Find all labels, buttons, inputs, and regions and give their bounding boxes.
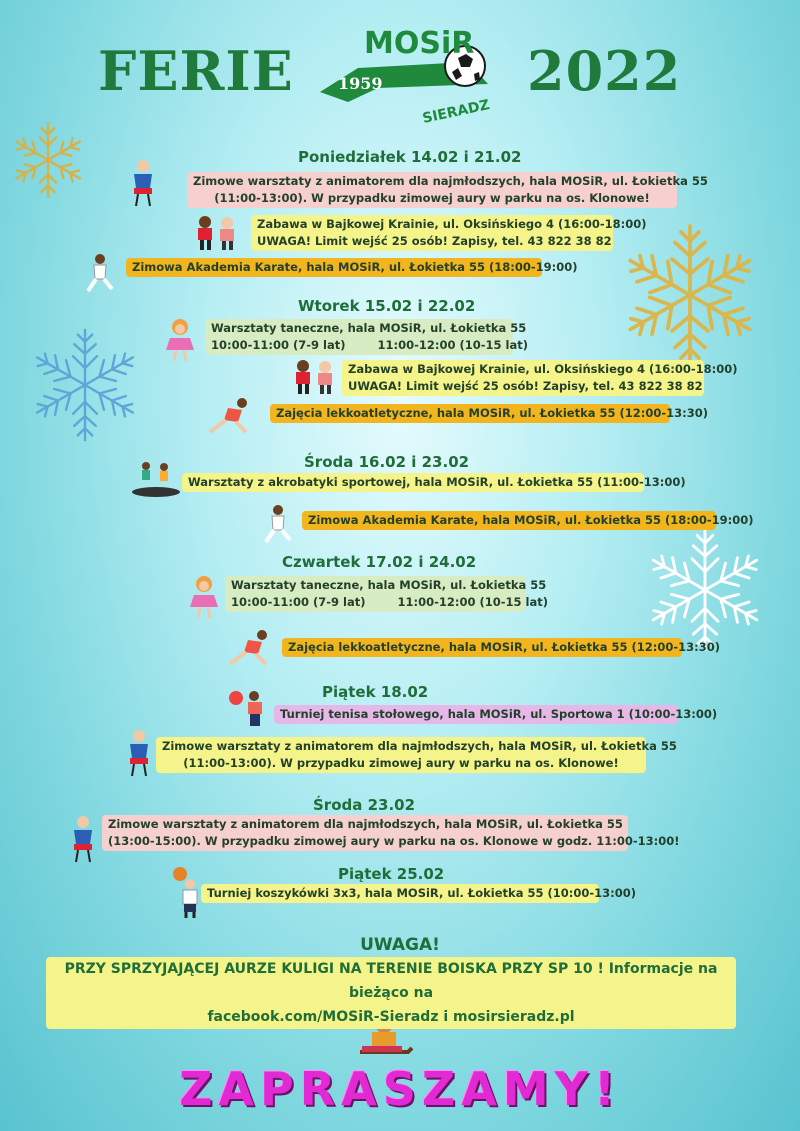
logo-year-text: 1959 [338,74,383,93]
kids-icon [192,214,242,252]
runner-icon [226,628,276,668]
gold-snowflake-icon [615,215,765,375]
event-line: Zimowe warsztaty z animatorem dla najmłodszych, hala MOSiR, ul. Łokietka 55 [193,174,708,188]
trampoline-icon [130,460,182,500]
event-tuesday-athletics [270,404,708,423]
event-line: Zajęcia lekkoatletyczne, hala MOSiR, ul. Łokietka 55 (12:00-13:30) [288,640,720,654]
event-wednesday-karate [302,511,754,530]
gold-snowflake-icon [22,570,152,710]
event-wednesday23-animator [102,815,680,851]
mosir-logo [318,22,498,132]
title-year: 2022 [527,39,682,103]
event-line: (11:00-13:00). W przypadku zimowej aury w parku na os. Klonowe! [183,756,619,770]
invite-text: ZAPRASZAMY! [179,1062,621,1116]
runner-icon [206,396,256,436]
event-line: UWAGA! Limit wejść 25 osób! Zapisy, tel. 43 822 38 82 [257,234,612,248]
notice-box [46,957,736,1029]
event-thursday-dance [225,576,548,612]
logo-city-text: SIERADZ [421,97,492,127]
notice-line: facebook.com/MOSiR-Sieradz i mosirsieradz.pl [207,1009,575,1025]
animator-girl-icon [68,814,98,864]
day-heading-tuesday: Wtorek 15.02 i 22.02 [298,297,476,315]
event-line: 10:00-11:00 (7-9 lat) 11:00-12:00 (10-15 lat) [231,595,548,609]
event-line: Zimowa Akademia Karate, hala MOSiR, ul. Łokietka 55 (18:00-19:00) [308,513,754,527]
notice-line: PRZY SPRZYJAJĄCEJ AURZE KULIGI NA TERENIE BOISKA PRZY SP 10 ! Informacje na bieżąco na [64,961,718,1001]
day-heading-friday-18: Piątek 18.02 [322,683,429,701]
event-line: Turniej tenisa stołowego, hala MOSiR, ul. Sportowa 1 (10:00-13:00) [280,707,718,721]
notice-title: UWAGA! [360,935,440,955]
event-friday-table-tennis [274,705,718,724]
day-heading-monday: Poniedziałek 14.02 i 21.02 [298,148,522,166]
event-tuesday-bajkowa [342,360,738,396]
event-line: (13:00-15:00). W przypadku zimowej aury w parku na os. Klonowe w godz. 11:00-13:00! [108,834,680,848]
event-thursday-athletics [282,638,720,657]
animator-girl-icon [124,728,154,778]
day-heading-wednesday: Środa 16.02 i 23.02 [304,453,470,471]
karate-icon [262,504,294,544]
day-heading-wednesday-23: Środa 23.02 [313,796,416,814]
event-wednesday-acrobatics [182,473,686,492]
table-tennis-icon [228,688,274,728]
event-monday-karate [126,258,578,277]
dancer-girl-icon [186,572,222,622]
gold-snowflake-icon [8,118,88,202]
event-line: Warsztaty taneczne, hala MOSiR, ul. Łokietka 55 [211,321,527,335]
logo-main-text: MOSiR [364,26,475,61]
title-ferie: FERIE [98,39,294,103]
event-line: UWAGA! Limit wejść 25 osób! Zapisy, tel. 43 822 38 82 [348,379,703,393]
event-line: 10:00-11:00 (7-9 lat) 11:00-12:00 (10-15 lat) [211,338,528,352]
karate-icon [84,253,116,293]
event-line: Zimowe warsztaty z animatorem dla najmłodszych, hala MOSiR, ul. Łokietka 55 [162,739,677,753]
event-monday-animator [187,172,708,208]
event-monday-bajkowa [251,215,647,251]
event-line: Warsztaty z akrobatyki sportowej, hala MOSiR, ul. Łokietka 55 (11:00-13:00) [188,475,686,489]
event-friday25-basketball [201,884,636,903]
day-heading-friday-25: Piątek 25.02 [338,865,445,883]
event-line: Turniej koszykówki 3x3, hala MOSiR, ul. Łokietka 55 (10:00-13:00) [207,886,636,900]
animator-girl-icon [128,158,158,208]
event-friday-animator [156,737,677,773]
event-line: (11:00-13:00). W przypadku zimowej aury w parku na os. Klonowe! [214,191,650,205]
basketball-player-icon [170,866,204,918]
event-line: Zabawa w Bajkowej Krainie, ul. Oksińskiego 4 (16:00-18:00) [257,217,647,231]
event-line: Zimowe warsztaty z animatorem dla najmłodszych, hala MOSiR, ul. Łokietka 55 [108,817,623,831]
blue-snowflake-icon [25,320,145,450]
event-line: Warsztaty taneczne, hala MOSiR, ul. Łokietka 55 [231,578,547,592]
event-line: Zajęcia lekkoatletyczne, hala MOSiR, ul. Łokietka 55 (12:00-13:30) [276,406,708,420]
dancer-girl-icon [162,318,198,362]
kids-icon [290,358,340,396]
event-tuesday-dance [205,319,528,355]
day-heading-thursday: Czwartek 17.02 i 24.02 [282,553,477,571]
event-line: Zabawa w Bajkowej Krainie, ul. Oksińskiego 4 (16:00-18:00) [348,362,738,376]
event-line: Zimowa Akademia Karate, hala MOSiR, ul. Łokietka 55 (18:00-19:00) [132,260,578,274]
